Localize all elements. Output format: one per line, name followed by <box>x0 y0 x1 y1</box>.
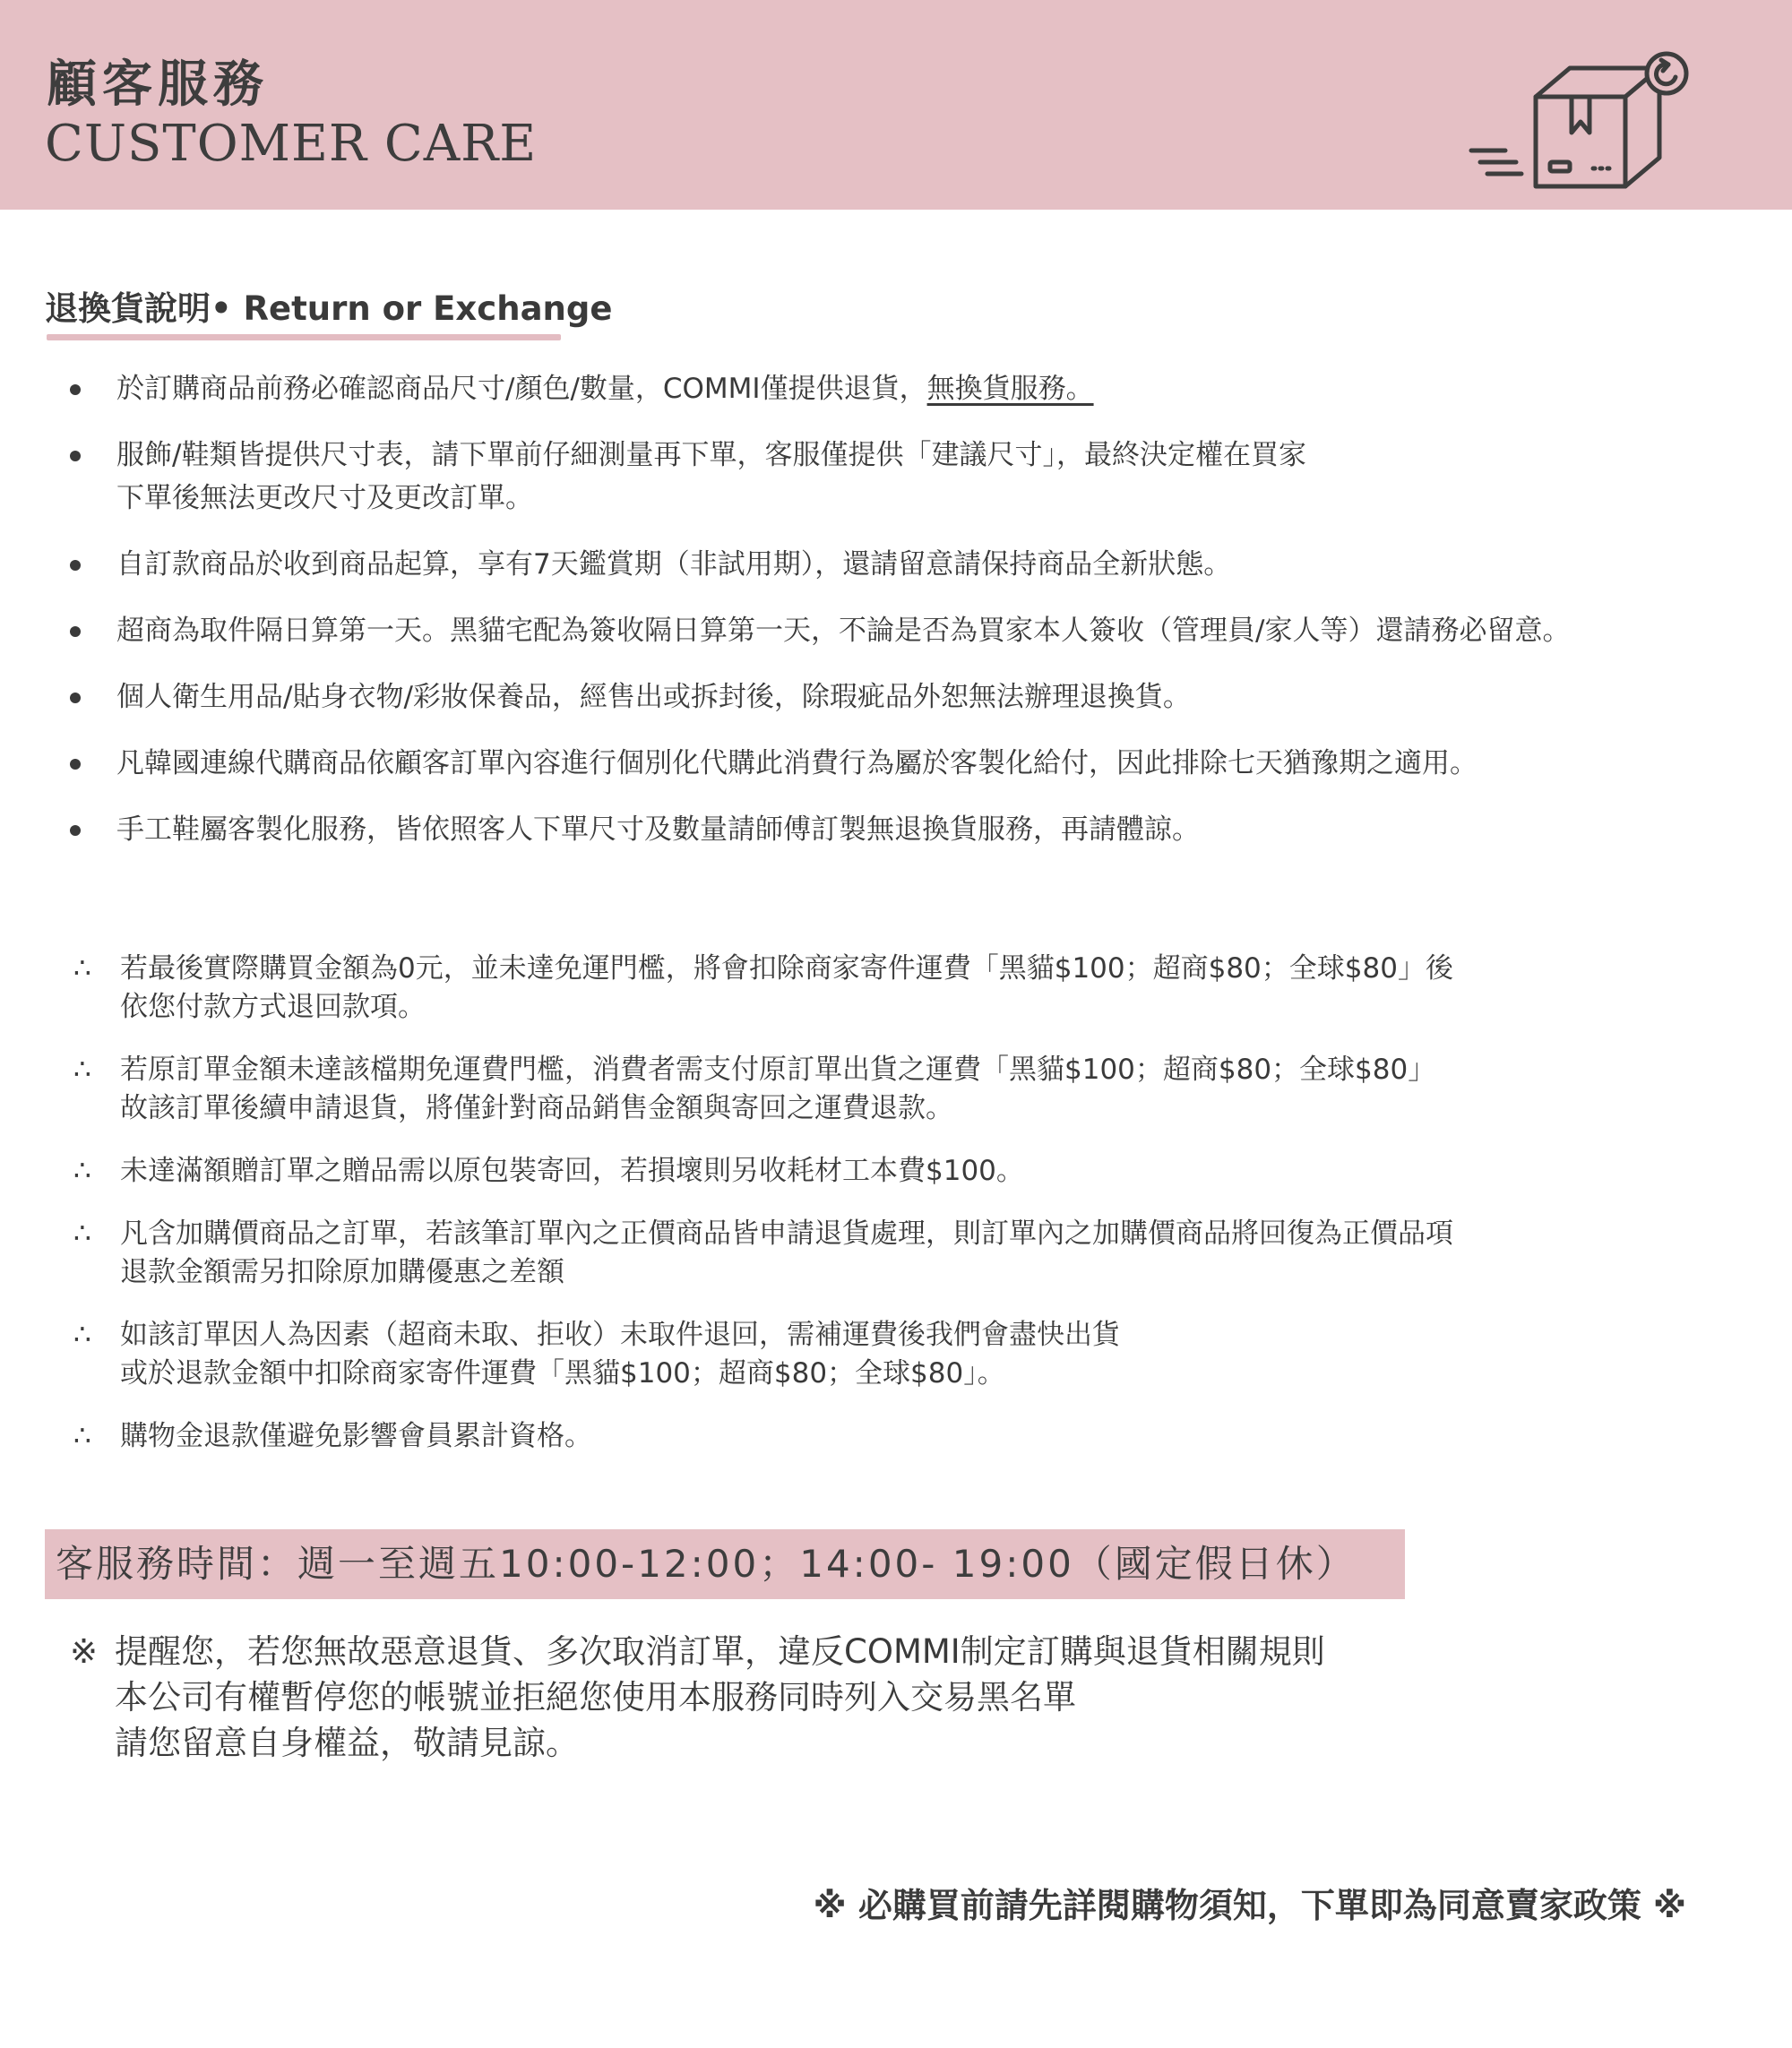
service-hours-text: 客服務時間：週一至週五10:00-12:00；14:00- 19:00（國定假日休） <box>56 1542 1357 1586</box>
therefore-symbol: ∴ <box>73 1420 91 1452</box>
note-item: ∴ 購物金退款僅避免影響會員累計資格。 <box>0 1417 1792 1456</box>
therefore-symbol: ∴ <box>73 1054 91 1086</box>
list-item: 自訂款商品於收到商品起算，享有7天鑑賞期（非試用期），還請留意請保持商品全新狀態。 <box>0 543 1792 586</box>
section-title-underline <box>47 334 561 340</box>
note-item: ∴ 若最後實際購買金額為0元，並未達免運門檻，將會扣除商家寄件運費「黑貓$100；超商$80；全球$80」後 依您付款方式退回款項。 <box>0 950 1792 1027</box>
note-item: ∴ 凡含加購價商品之訂單，若該筆訂單內之正價商品皆申請退貨處理，則訂單內之加購價商品將回復為正價品項 退款金額需另扣除原加購優惠之差額 <box>0 1215 1792 1292</box>
therefore-symbol: ∴ <box>73 1218 91 1250</box>
note-item: ∴ 若原訂單金額未達該檔期免運費門檻，消費者需支付原訂單出貨之運費「黑貓$100；超商$80；全球$80」 故該訂單後續申請退貨，將僅針對商品銷售金額與寄回之運費退款。 <box>0 1051 1792 1128</box>
refund-notes-list <box>0 950 1792 1480</box>
page-title-zh: 顧客服務 <box>47 56 269 114</box>
therefore-symbol: ∴ <box>73 1319 91 1351</box>
note-item: ∴ 未達滿額贈訂單之贈品需以原包裝寄回，若損壞則另收耗材工本費$100。 <box>0 1152 1792 1191</box>
list-item: 凡韓國連線代購商品依顧客訂單內容進行個別化代購此消費行為屬於客製化給付，因此排除七天猶豫期之適用。 <box>0 742 1792 785</box>
no-exchange-note: 無換貨服務。 <box>926 373 1094 405</box>
list-item: 手工鞋屬客製化服務，皆依照客人下單尺寸及數量請師傅訂製無退換貨服務，再請體諒。 <box>0 808 1792 851</box>
list-item: 個人衛生用品/貼身衣物/彩妝保養品，經售出或拆封後，除瑕疵品外恕無法辦理退換貨。 <box>0 675 1792 719</box>
note-item: ∴ 如該訂單因人為因素（超商未取、拒收）未取件退回，需補運費後我們會盡快出貨 或於退款金額中扣除商家寄件運費「黑貓$100；超商$80；全球$80」。 <box>0 1316 1792 1393</box>
list-item: 於訂購商品前務必確認商品尺寸/顏色/數量，COMMI僅提供退貨，無換貨服務。 <box>0 367 1792 410</box>
therefore-symbol: ∴ <box>73 1155 91 1187</box>
page-title-en: CUSTOMER CARE <box>45 115 538 173</box>
reminder-text: 提醒您，若您無故惡意退貨、多次取消訂單，違反COMMI制定訂購與退貨相關規則 本公司有權暫停您的帳號並拒絕您使用本服務同時列入交易黑名單 請您留意自身權益，敬請見諒。 <box>115 1632 1325 1762</box>
header-banner <box>0 0 1792 210</box>
return-box-icon <box>1460 43 1693 195</box>
therefore-symbol: ∴ <box>73 952 91 985</box>
section-title-return: 退換貨說明• Return or Exchange <box>45 289 613 328</box>
footer-policy-note: ※ 必購買前請先詳閱購物須知，下單即為同意賣家政策 ※ <box>813 1886 1686 1925</box>
service-hours-banner <box>45 1529 1405 1599</box>
list-item: 服飾/鞋類皆提供尺寸表，請下單前仔細測量再下單，客服僅提供「建議尺寸」，最終決定權在買家 下單後無法更改尺寸及更改訂單。 <box>0 434 1792 520</box>
list-item: 超商為取件隔日算第一天。黑貓宅配為簽收隔日算第一天，不論是否為買家本人簽收（管理員/家人等）還請務必留意。 <box>0 609 1792 652</box>
return-policy-list <box>0 367 1792 874</box>
reference-mark: ※ <box>70 1632 99 1671</box>
